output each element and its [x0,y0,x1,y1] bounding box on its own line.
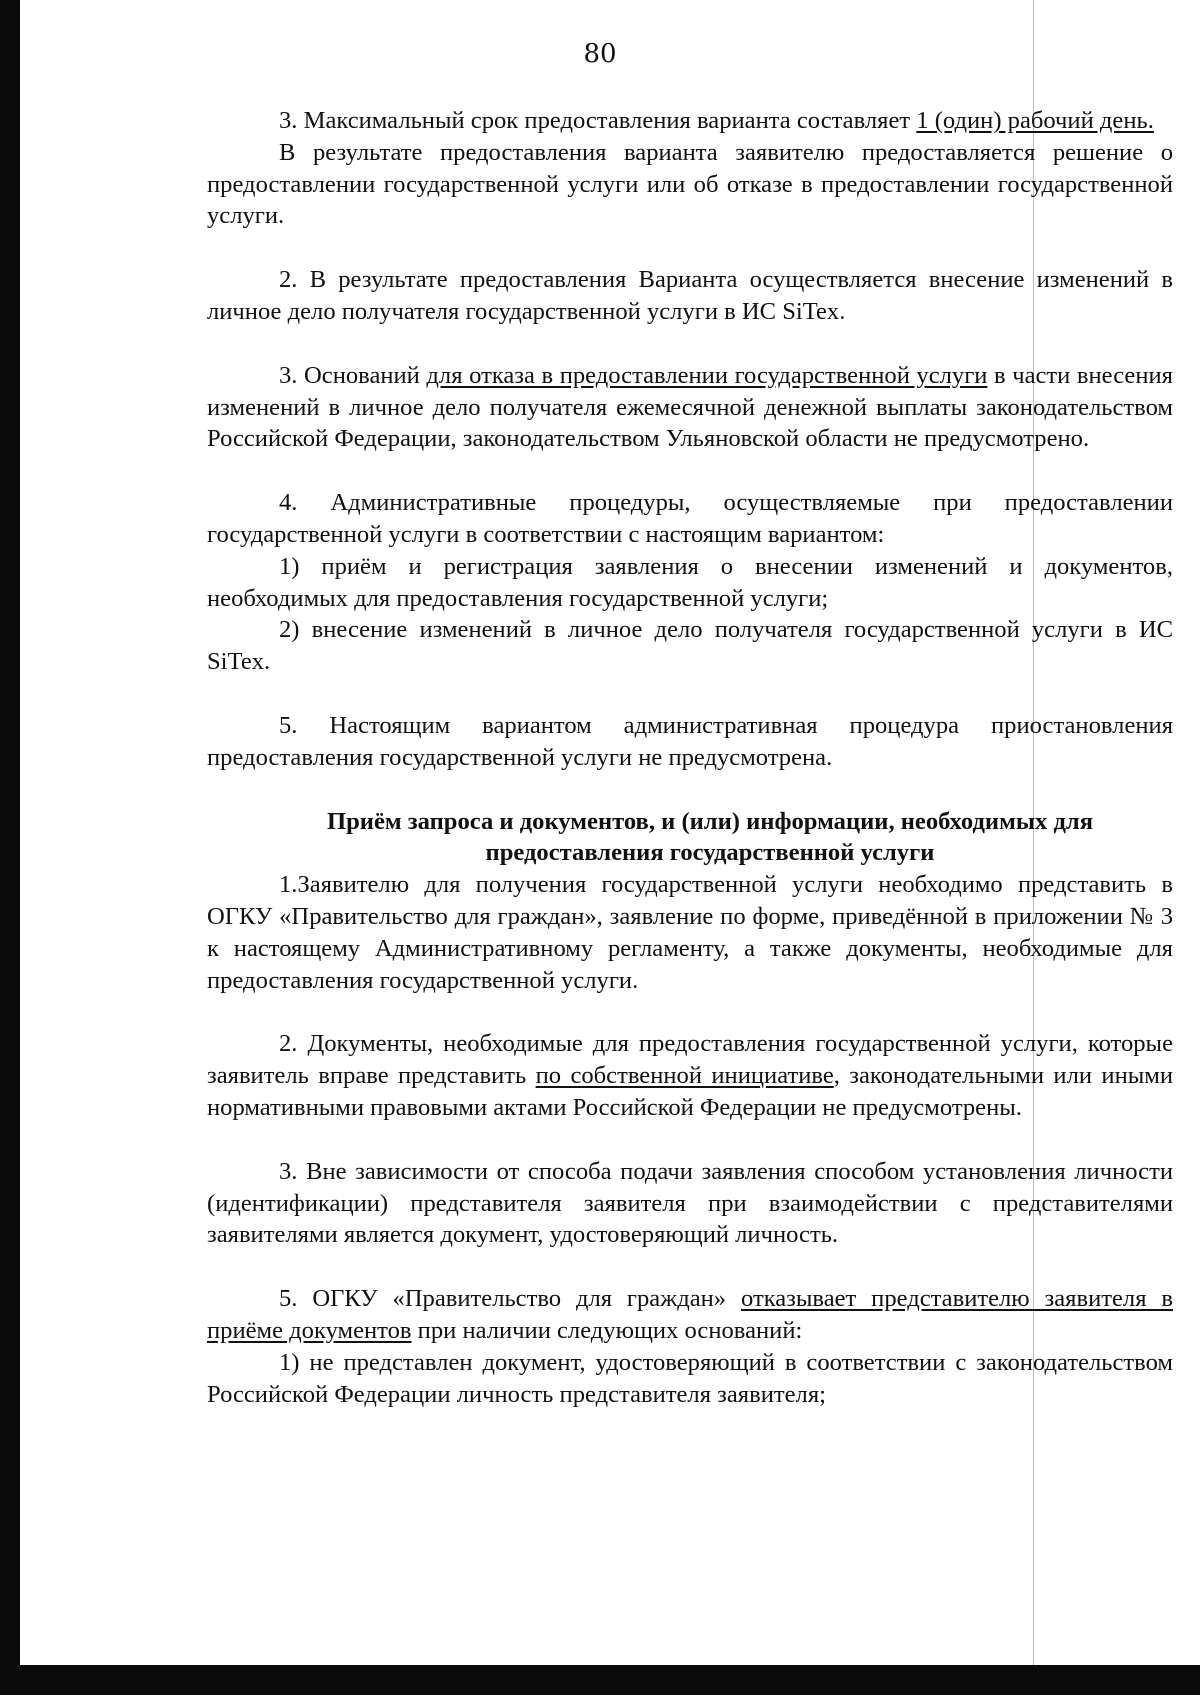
paragraph-2-result: 2. В результате предоставления Варианта осуществляется внесение изменений в личное дело получателя государственной услуги в ИС SiTex. [207,266,1173,325]
paragraph-h5-item-1: 1) не представлен документ, удостоверяющий в соответствии с законодательством Российской Федерации личность представителя заявителя; [207,1348,1173,1408]
documents-text-a: 2. Документы, необходимые для предоставления государственной услуги, которые заявитель вправе представить [207,1030,1173,1090]
grounds-text-b: в части внесения изменений в личное дело получателя ежемесячной денежной выплаты законодательством Российской Федерации, законодательством Ульяновской области не предусмотрено. [207,361,1173,453]
grounds-text-a: 3. Оснований [279,361,427,389]
documents-underlined: по собственной инициативе [535,1062,834,1090]
paragraph-result-decision: В результате предоставления варианта заявителю предоставляется решение о предоставлении государственной услуги или об отказе в предоставлении государственной услуги. [207,138,1173,230]
document-body [207,105,1173,1410]
scan-bottom-border [0,1665,1200,1695]
paragraph-h5-refusal [207,1283,1173,1347]
refusal-text-b: при наличии следующих оснований: [411,1316,803,1344]
documents-text-b: , законодательными или иными нормативными правовыми актами Российской Федерации не предусмотрены. [207,1062,1173,1121]
max-term-underlined: 1 (один) рабочий день. [916,107,1154,134]
refusal-underlined: отказывает представителю заявителя в приёме документов [207,1285,1173,1344]
paragraph-3-grounds [207,360,1173,455]
paragraph-max-term [207,105,1173,137]
scan-left-border [0,0,20,1695]
paragraph-4-procedures: 4. Административные процедуры, осуществляемые при предоставлении государственной услуги в соответствии с настоящим вариантом: [207,489,1173,548]
refusal-text-a: 5. ОГКУ «Правительство для граждан» [279,1285,741,1313]
paragraph-5-suspension: 5. Настоящим вариантом административная процедура приостановления предоставления государственной услуги не предусмотрена. [207,711,1173,771]
paragraph-4-item-2: 2) внесение изменений в личное дело получателя государственной услуги в ИС SiTex. [207,616,1173,676]
section-heading-line2: предоставления государственной услуги [485,839,935,867]
page-number: 80 [583,39,617,69]
paragraph-h3-identification: 3. Вне зависимости от способа подачи заявления способом установления личности (идентификации) представителя заявителя при взаимодействии с представителями заявителями является документ, удостоверяющий личность. [207,1157,1173,1249]
section-heading [207,806,1173,870]
paragraph-4-item-1: 1) приём и регистрация заявления о внесении изменений и документов, необходимых для предоставления государственной услуги; [207,552,1173,612]
grounds-underlined: для отказа в предоставлении государственной услуги [426,361,988,389]
max-term-text: 3. Максимальный срок предоставления варианта составляет [279,107,917,134]
section-heading-line1: Приём запроса и документов, и (или) информации, необходимых для [326,807,1094,835]
paragraph-h2-documents [207,1028,1173,1123]
paragraph-h1-application: 1.Заявителю для получения государственной услуги необходимо представить в ОГКУ «Правительство для граждан», заявление по форме, приведённой в приложении № 3 к настоящему Административному регламенту, а также документы, необходимые для предоставления государственной услуги. [207,871,1173,994]
